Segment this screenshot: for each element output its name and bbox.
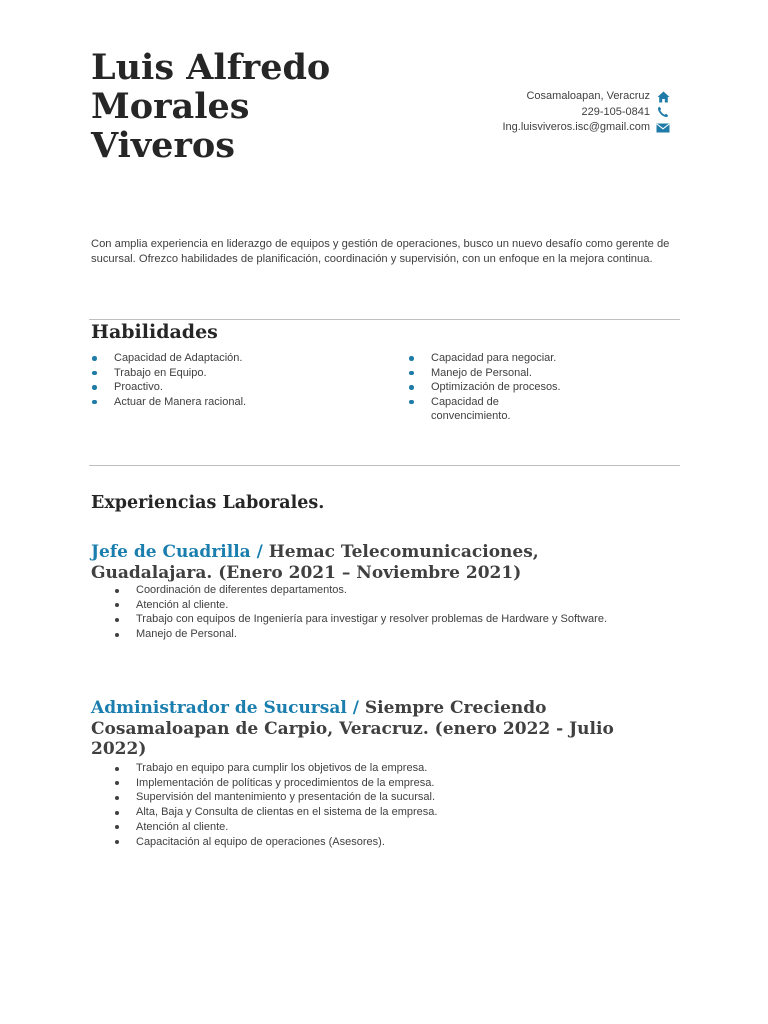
- list-item: Supervisión del mantenimiento y presentación de la sucursal.: [136, 790, 696, 805]
- email-icon: [655, 121, 671, 135]
- job-title-2: [91, 698, 631, 760]
- list-item: Trabajo con equipos de Ingeniería para investigar y resolver problemas de Hardware y Software.: [136, 612, 696, 627]
- skills-heading: Habilidades: [91, 321, 218, 343]
- list-item: Capacidad para negociar.: [408, 351, 528, 366]
- list-item: Atención al cliente.: [136, 598, 696, 613]
- contact-phone: [503, 105, 672, 121]
- contact-info: [503, 89, 672, 136]
- list-item: Trabajo en equipo para cumplir los objetivos de la empresa.: [136, 761, 696, 776]
- experience-heading: Experiencias Laborales.: [91, 493, 325, 513]
- list-item: Coordinación de diferentes departamentos.: [136, 583, 696, 598]
- job-duties-1: [136, 583, 696, 642]
- contact-location: [503, 89, 672, 105]
- list-item: Capacitación al equipo de operaciones (Asesores).: [136, 835, 696, 850]
- home-icon: [655, 90, 671, 104]
- list-item: Capacidad de Adaptación.: [91, 351, 371, 366]
- job-title-1: [91, 542, 651, 583]
- name-line-3: Viveros: [91, 125, 235, 166]
- location-text: Cosamaloapan, Veracruz: [526, 90, 650, 102]
- job-duties-2: [136, 761, 696, 849]
- list-item: Optimización de procesos.: [408, 380, 528, 395]
- name-line-2: Morales: [91, 86, 250, 127]
- list-item: Atención al cliente.: [136, 820, 696, 835]
- list-item: Alta, Baja y Consulta de clientas en el sistema de la empresa.: [136, 805, 696, 820]
- divider-bottom: [89, 465, 680, 466]
- list-item: Proactivo.: [91, 380, 371, 395]
- contact-email: [503, 120, 672, 136]
- list-item: Implementación de políticas y procedimientos de la empresa.: [136, 776, 696, 791]
- list-item: Capacidad de convencimiento.: [408, 395, 528, 424]
- candidate-name: [91, 48, 411, 165]
- email-text[interactable]: Ing.luisviveros.isc@gmail.com: [502, 121, 650, 133]
- name-line-1: Luis Alfredo: [91, 47, 331, 88]
- job-role: Jefe de Cuadrilla /: [91, 542, 263, 562]
- phone-text[interactable]: 229-105-0841: [581, 105, 650, 118]
- list-item: Actuar de Manera racional.: [91, 395, 371, 410]
- job-company: Hemac Telecomunicaciones, Guadalajara. (Enero 2021 – Noviembre 2021): [91, 542, 539, 583]
- phone-icon: [655, 105, 671, 119]
- skills-list-left: [91, 351, 371, 409]
- profile-summary: Con amplia experiencia en liderazgo de equipos y gestión de operaciones, busco un nuevo desafío como gerente de sucursal. Ofrezco habilidades de planificación, coordinación y supervisión, con un enfoque en la mejora continua.: [91, 238, 670, 266]
- skills-list-right: [408, 351, 561, 424]
- list-item: Trabajo en Equipo.: [91, 366, 371, 381]
- list-item: Manejo de Personal.: [136, 627, 696, 642]
- list-item: Manejo de Personal.: [408, 366, 528, 381]
- job-role: Administrador de Sucursal /: [91, 698, 359, 718]
- job-company: Siempre Creciendo Cosamaloapan de Carpio, Veracruz. (enero 2022 - Julio 2022): [91, 698, 614, 759]
